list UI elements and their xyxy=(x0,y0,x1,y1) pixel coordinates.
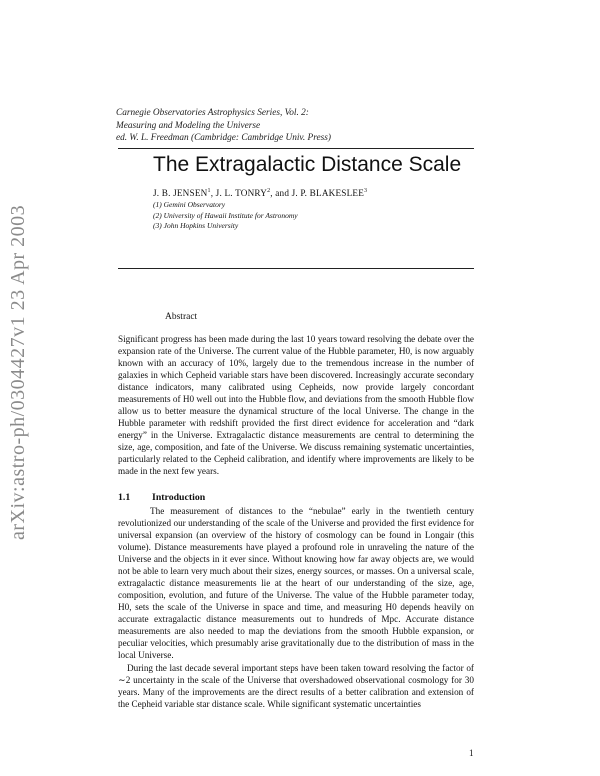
series-line-2: Measuring and Modeling the Universe xyxy=(116,120,261,131)
author-3-mark: 3 xyxy=(364,188,368,194)
series-line-3: ed. W. L. Freedman (Cambridge: Cambridge Univ. Press) xyxy=(116,133,331,144)
page-number: 1 xyxy=(469,748,474,758)
author-1: J. B. JENSEN xyxy=(153,188,208,199)
affiliation-3: (3) John Hopkins University xyxy=(153,221,239,230)
abstract-heading: Abstract xyxy=(165,312,198,322)
paper-title: The Extragalactic Distance Scale xyxy=(153,153,462,176)
body-paragraph-1: The measurement of distances to the “nebulae” early in the twentieth century revolutionized our understanding of the scale of the Universe and provided the first evidence for universal expansion (an overview of the history of cosmology can be found in Longair (this volume). Distance measurements have played a profound role in unraveling the nature of the Universe and the objects in it ever since. Without knowing how far away objects are, we would not be able to learn very much about their sizes, energy sources, or masses. On a universal scale, extragalactic distance measurements lie at the heart of our understanding of the size, age, composition, evolution, and future of the Universe. The value of the Hubble parameter today, H0, sets the scale of the Universe in space and time, and measuring H0 depends heavily on accurate extragalactic distance measurements out to hundreds of Mpc. Accurate distance measurements are also needed to map the deviations from the smooth Hubble expansion, or peculiar velocities, which presumably arise gravitationally due to the distribution of mass in the local Universe. xyxy=(118,506,474,660)
series-header xyxy=(116,107,331,145)
abstract-text: Significant progress has been made during the last 10 years toward resolving the debate over the expansion rate of the Universe. The current value of the Hubble parameter, H0, is now arguably known with an accuracy of 10%, largely due to the tremendous increase in the number of galaxies in which Cepheid variable stars have been discovered. Increasingly accurate secondary distance indicators, many calibrated using Cepheids, now provide largely concordant measurements of H0 well out into the Hubble flow, and deviations from the smooth Hubble flow allow us to better measure the dynamical structure of the local Universe. The change in the Hubble parameter with redshift provided the first direct evidence for acceleration and “dark energy” in the Universe. Extragalactic distance measurements are central to determining the size, age, composition, and fate of the Universe. We discuss remaining systematic uncertainties, particularly related to the Cepheid calibration, and identify where improvements are likely to be made in the next few years. xyxy=(118,334,474,476)
author-list xyxy=(153,188,367,198)
series-line-1: Carnegie Observatories Astrophysics Series, Vol. 2: xyxy=(116,108,309,118)
author-3: , and J. P. BLAKESLEE xyxy=(270,188,365,199)
top-rule xyxy=(118,148,474,149)
section-number: 1.1 xyxy=(118,492,131,503)
body-text xyxy=(118,505,474,710)
author-2: , J. L. TONRY xyxy=(210,188,268,199)
arxiv-identifier: arXiv:astro-ph/0304427v1 23 Apr 2003 xyxy=(7,204,29,540)
affiliations xyxy=(153,200,298,232)
author-2-mark: 2 xyxy=(267,188,271,194)
section-title: Introduction xyxy=(152,492,206,503)
affiliation-2: (2) University of Hawaii Institute for Astronomy xyxy=(153,210,298,220)
abstract-rule xyxy=(118,268,474,269)
body-paragraph-2: During the last decade several important steps have been taken toward resolving the factor of ∼2 uncertainty in the scale of the Universe that overshadowed observational cosmology for 30 years. Many of the improvements are the direct results of a better calibration and extension of the Cepheid variable star distance scale. While significant systematic uncertainties xyxy=(118,663,474,709)
affiliation-1: (1) Gemini Observatory xyxy=(153,200,226,209)
section-heading xyxy=(118,492,205,503)
author-1-mark: 1 xyxy=(207,188,211,194)
